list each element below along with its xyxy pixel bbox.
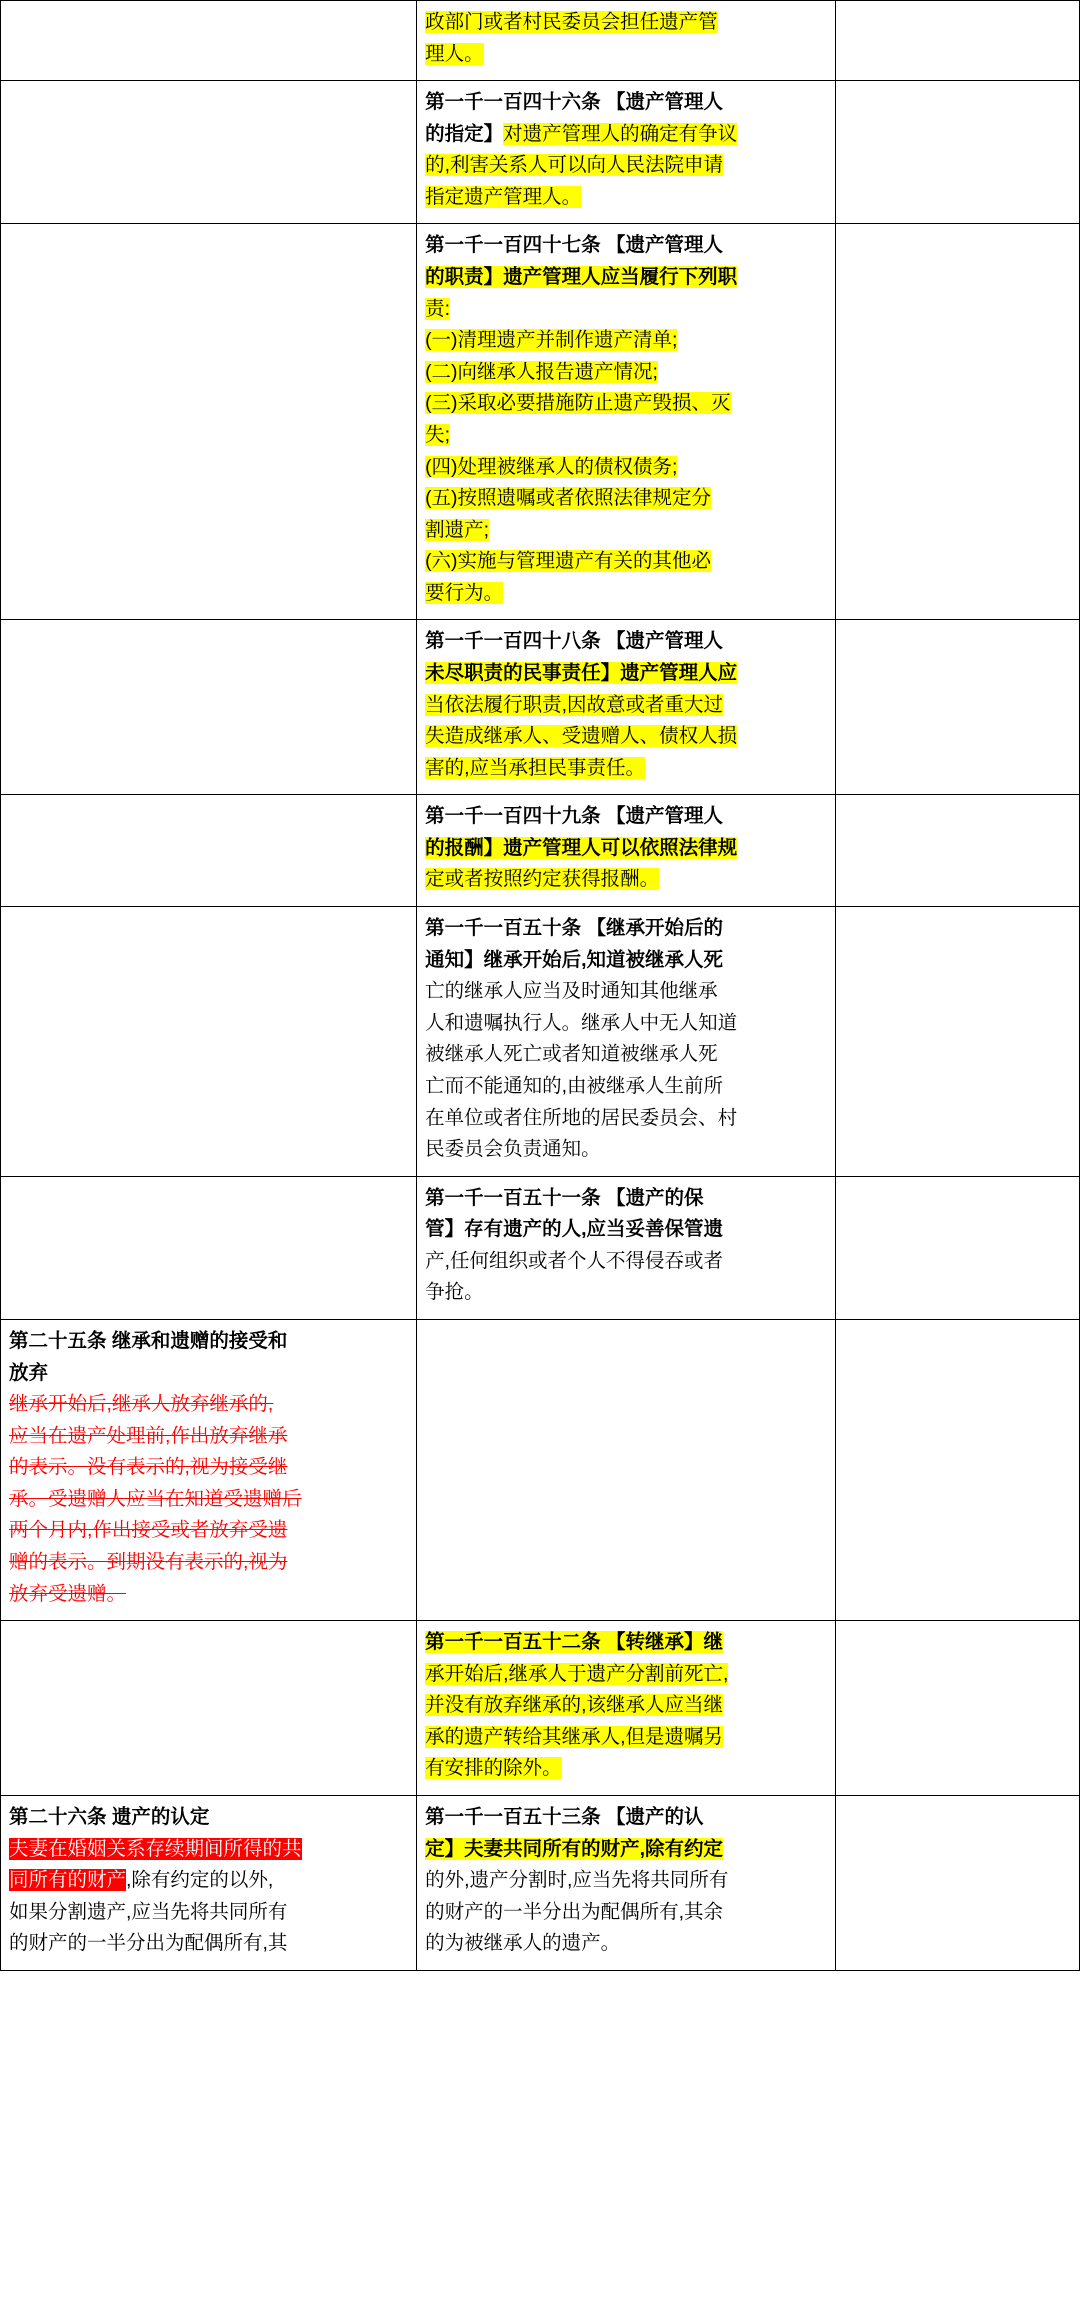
cell-old-article xyxy=(1,620,417,795)
cell-new-article xyxy=(417,795,836,907)
text-line: 产,任何组织或者个人不得侵吞或者 xyxy=(425,1249,723,1272)
text-line: (一)清理遗产并制作遗产清单; xyxy=(425,329,678,352)
cell-old-article xyxy=(1,1176,417,1319)
text-line: 民委员会负责通知。 xyxy=(425,1138,601,1161)
cell-remark xyxy=(835,620,1079,795)
highlighted-text-line: 同所有的财产 xyxy=(9,1869,127,1892)
text-line: 政部门或者村民委员会担任遗产管 xyxy=(425,11,718,33)
text-line: 割遗产; xyxy=(425,518,489,541)
text-line: 如果分割遗产,应当先将共同所有 xyxy=(9,1900,288,1923)
cell-remark xyxy=(835,1176,1079,1319)
article-heading: 第一千一百五十条 【继承开始后的 xyxy=(425,917,723,940)
text-line: 争抢。 xyxy=(425,1281,484,1304)
table-row xyxy=(1,1319,1080,1620)
text-line: 被继承人死亡或者知道被继承人死 xyxy=(425,1043,718,1066)
text-line: 的财产的一半分出为配偶所有,其余 xyxy=(425,1900,723,1923)
text-line: 在单位或者住所地的居民委员会、村 xyxy=(425,1106,738,1129)
text-line: (二)向继承人报告遗产情况; xyxy=(425,360,658,383)
article-heading: 第一千一百五十二条 【转继承】继 xyxy=(425,1631,723,1654)
table-row xyxy=(1,1796,1080,1971)
deleted-text-line: 放弃受遗赠。 xyxy=(9,1582,127,1605)
table-row xyxy=(1,1,1080,81)
text-line: 人和遗嘱执行人。继承人中无人知道 xyxy=(425,1011,738,1034)
cell-remark xyxy=(835,795,1079,907)
text-line: 承的遗产转给其继承人,但是遗嘱另 xyxy=(425,1725,723,1748)
text-line: 亡的继承人应当及时通知其他继承 xyxy=(425,980,718,1003)
text-line: 当依法履行职责,因故意或者重大过 xyxy=(425,693,723,716)
table-row xyxy=(1,795,1080,907)
deleted-text-line: 的表示。没有表示的,视为接受继 xyxy=(9,1456,288,1479)
text-line: 的,利害关系人可以向人民法院申请 xyxy=(425,154,723,177)
cell-old-article xyxy=(1,1621,417,1796)
cell-new-article xyxy=(417,620,836,795)
cell-new-article xyxy=(417,1,836,81)
cell-old-article xyxy=(1,1796,417,1971)
cell-new-article xyxy=(417,907,836,1177)
table-row xyxy=(1,1621,1080,1796)
text-line: 责: xyxy=(425,297,450,320)
cell-old-article xyxy=(1,795,417,907)
cell-remark xyxy=(835,1621,1079,1796)
cell-new-article xyxy=(417,1319,836,1620)
text-line: (六)实施与管理遗产有关的其他必 xyxy=(425,550,712,573)
text-line: 害的,应当承担民事责任。 xyxy=(425,756,645,779)
article-heading: 第一千一百五十一条 【遗产的保 xyxy=(425,1186,704,1209)
table-row xyxy=(1,620,1080,795)
cell-old-article xyxy=(1,1319,417,1620)
deleted-text-line: 赠的表示。到期没有表示的,视为 xyxy=(9,1551,288,1574)
cell-old-article xyxy=(1,224,417,620)
article-heading-cont: 放弃 xyxy=(9,1361,49,1384)
table-row xyxy=(1,907,1080,1177)
cell-remark xyxy=(835,224,1079,620)
deleted-text-line: 承。受遗赠人应当在知道受遗赠后 xyxy=(9,1487,302,1510)
cell-remark xyxy=(835,1319,1079,1620)
cell-new-article xyxy=(417,81,836,224)
text-line: 理人。 xyxy=(425,42,484,65)
text-line: 失造成继承人、受遗赠人、债权人损 xyxy=(425,725,738,748)
article-heading: 第一千一百四十七条 【遗产管理人 xyxy=(425,234,723,257)
table-row xyxy=(1,1176,1080,1319)
article-heading-cont: 的指定】 xyxy=(425,122,504,145)
article-heading: 第二十五条 继承和遗赠的接受和 xyxy=(9,1329,288,1352)
article-heading: 第二十六条 遗产的认定 xyxy=(9,1806,210,1829)
cell-remark xyxy=(835,1,1079,81)
text-line: (四)处理被继承人的债权债务; xyxy=(425,455,678,478)
article-heading-cont: 的职责】遗产管理人应当履行下列职 xyxy=(425,266,738,289)
cell-new-article xyxy=(417,1621,836,1796)
text-line: 的财产的一半分出为配偶所有,其 xyxy=(9,1932,288,1955)
text-line: 的为被继承人的遗产。 xyxy=(425,1932,621,1955)
cell-remark xyxy=(835,81,1079,224)
cell-old-article xyxy=(1,81,417,224)
text-line: (五)按照遗嘱或者依照法律规定分 xyxy=(425,487,712,510)
text-line: 定或者按照约定获得报酬。 xyxy=(425,868,660,891)
deleted-text-line: 两个月内,作出接受或者放弃受遗 xyxy=(9,1519,288,1542)
text-line: 要行为。 xyxy=(425,581,504,604)
cell-new-article xyxy=(417,224,836,620)
article-heading: 第一千一百四十九条 【遗产管理人 xyxy=(425,805,723,828)
cell-old-article xyxy=(1,1,417,81)
text-line: 失; xyxy=(425,423,450,446)
text-line: (三)采取必要措施防止遗产毁损、灭 xyxy=(425,392,731,415)
text-line: 指定遗产管理人。 xyxy=(425,185,582,208)
text-line: 承开始后,继承人于遗产分割前死亡, xyxy=(425,1662,729,1685)
highlighted-text-line: 夫妻在婚姻关系存续期间所得的共 xyxy=(9,1837,302,1860)
table-body xyxy=(1,1,1080,1971)
article-heading: 第一千一百五十三条 【遗产的认 xyxy=(425,1806,704,1829)
article-heading: 第一千一百四十八条 【遗产管理人 xyxy=(425,630,723,653)
deleted-text-line: 应当在遗产处理前,作出放弃继承 xyxy=(9,1424,288,1447)
text-line: 并没有放弃继承的,该继承人应当继 xyxy=(425,1694,723,1717)
article-heading-cont: 通知】继承开始后,知道被继承人死 xyxy=(425,948,723,971)
cell-new-article xyxy=(417,1796,836,1971)
cell-remark xyxy=(835,1796,1079,1971)
text-line: 亡而不能通知的,由被继承人生前所 xyxy=(425,1074,723,1097)
text-line: 的外,遗产分割时,应当先将共同所有 xyxy=(425,1869,729,1892)
cell-new-article xyxy=(417,1176,836,1319)
text-line: 对遗产管理人的确定有争议 xyxy=(503,122,738,145)
article-heading: 第一千一百四十六条 【遗产管理人 xyxy=(425,91,723,114)
text-line: ,除有约定的以外, xyxy=(126,1869,274,1892)
cell-old-article xyxy=(1,907,417,1177)
article-heading-cont: 定】夫妻共同所有的财产,除有约定 xyxy=(425,1837,723,1860)
cell-remark xyxy=(835,907,1079,1177)
article-heading-cont: 管】存有遗产的人,应当妥善保管遗 xyxy=(425,1218,723,1241)
table-row xyxy=(1,224,1080,620)
table-row xyxy=(1,81,1080,224)
article-heading-cont: 未尽职责的民事责任】遗产管理人应 xyxy=(425,661,738,684)
text-line: 有安排的除外。 xyxy=(425,1757,562,1780)
article-heading-cont: 的报酬】遗产管理人可以依照法律规 xyxy=(425,836,738,859)
deleted-text-line: 继承开始后,继承人放弃继承的, xyxy=(9,1393,274,1416)
